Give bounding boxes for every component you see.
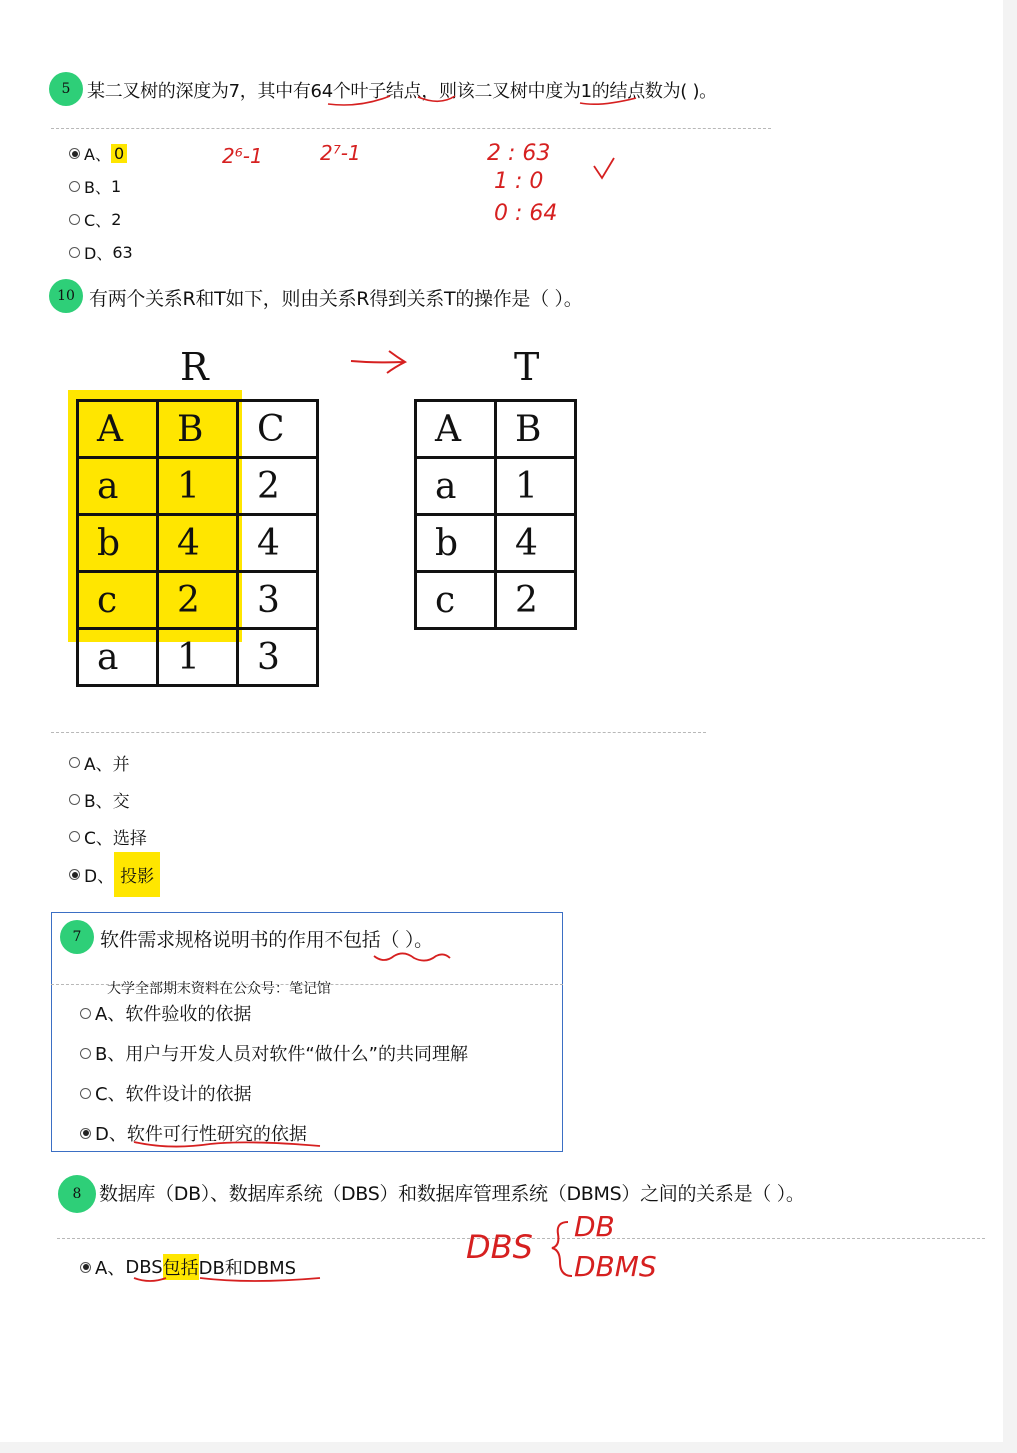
- table-row: [78, 572, 318, 629]
- divider: [57, 1238, 985, 1239]
- option-value: 0: [111, 144, 127, 163]
- table-cell: 1: [158, 458, 238, 515]
- radio-icon[interactable]: [69, 181, 80, 192]
- option-value-part: DB和DBMS: [198, 1258, 297, 1279]
- radio-selected-icon[interactable]: [80, 1128, 91, 1139]
- checkmark-icon: [594, 158, 614, 178]
- q5-handwritten-notes: [0, 0, 1003, 330]
- table-cell: 1: [158, 629, 238, 686]
- option-label: C、: [84, 829, 113, 849]
- option-value: 软件验收的依据: [125, 1004, 252, 1025]
- q5-option-b[interactable]: [69, 175, 121, 198]
- q5-option-c[interactable]: [69, 208, 121, 231]
- relation-t-table: [414, 399, 577, 630]
- question-7-number: 7: [72, 929, 82, 945]
- option-value: 63: [112, 243, 133, 262]
- option-value: 软件可行性研究的依据: [126, 1124, 307, 1145]
- table-cell: c: [78, 572, 158, 629]
- q5-option-a[interactable]: [69, 142, 127, 165]
- table-row: [78, 629, 318, 686]
- q5-option-d[interactable]: [69, 241, 133, 264]
- option-value: 1: [110, 177, 122, 196]
- option-value: 投影: [114, 852, 160, 897]
- divider: [51, 732, 706, 733]
- table-row: [78, 458, 318, 515]
- relation-r-table: [76, 399, 319, 687]
- note-degree-2: 2 : 63: [487, 141, 551, 166]
- q7-option-b[interactable]: [80, 1040, 468, 1066]
- option-label: B、: [84, 792, 113, 812]
- brace-icon: [552, 1222, 572, 1276]
- q8-handwritten-notes: [460, 1200, 690, 1290]
- radio-icon[interactable]: [80, 1088, 91, 1099]
- option-label: C、: [84, 211, 112, 230]
- q7-option-d[interactable]: [80, 1120, 307, 1146]
- table-cell: b: [416, 515, 496, 572]
- question-5-number: 5: [61, 81, 71, 97]
- table-cell: 1: [496, 458, 576, 515]
- note-2-pow-6-minus-1: 2⁶-1: [222, 144, 263, 168]
- table-cell: 2: [496, 572, 576, 629]
- question-10-text: 有两个关系R和T如下，则由关系R得到关系T的操作是（ ）。: [89, 288, 583, 310]
- radio-icon[interactable]: [69, 794, 80, 805]
- note-2-pow-7-minus-1: 2⁷-1: [320, 141, 361, 165]
- q10-option-a[interactable]: [69, 750, 130, 775]
- option-label: A、: [95, 1004, 126, 1025]
- table-cell: a: [78, 629, 158, 686]
- table-header: C: [238, 401, 318, 458]
- table-row: [416, 458, 576, 515]
- radio-selected-icon[interactable]: [69, 148, 80, 159]
- table-cell: 2: [238, 458, 318, 515]
- q7-option-a[interactable]: [80, 1000, 251, 1026]
- question-8-number: 8: [72, 1186, 82, 1202]
- option-value-part: DBS: [125, 1256, 163, 1278]
- radio-icon[interactable]: [80, 1008, 91, 1019]
- table-row: [416, 572, 576, 629]
- question-10-badge: [49, 279, 83, 313]
- relation-t-name: T: [514, 345, 540, 389]
- radio-icon[interactable]: [69, 214, 80, 225]
- question-8-badge: [58, 1175, 96, 1213]
- table-cell: 3: [238, 572, 318, 629]
- note-degree-1: 1 : 0: [494, 169, 544, 194]
- q10-option-c[interactable]: [69, 824, 147, 849]
- option-label: A、: [95, 1258, 126, 1279]
- q7-option-c[interactable]: [80, 1080, 252, 1106]
- note-db: DB: [574, 1210, 615, 1243]
- option-label: D、: [84, 867, 115, 887]
- relation-r-name: R: [180, 345, 209, 389]
- table-cell: a: [78, 458, 158, 515]
- table-cell: 4: [496, 515, 576, 572]
- question-8-text: 数据库（DB）、数据库系统（DBS）和数据库管理系统（DBMS）之间的关系是（ ）。: [99, 1183, 805, 1205]
- table-cell: 4: [158, 515, 238, 572]
- table-header: A: [78, 401, 158, 458]
- table-cell: c: [416, 572, 496, 629]
- option-label: D、: [84, 244, 113, 263]
- note-dbs: DBS: [466, 1228, 533, 1266]
- radio-selected-icon[interactable]: [69, 869, 80, 880]
- question-5-text: 某二叉树的深度为7，其中有64个叶子结点，则该二叉树中度为1的结点数为( )。: [87, 81, 717, 102]
- table-header: B: [496, 401, 576, 458]
- q8-option-a[interactable]: [80, 1254, 296, 1280]
- table-row: [78, 515, 318, 572]
- radio-icon[interactable]: [80, 1048, 91, 1059]
- option-value: 交: [112, 792, 130, 812]
- question-10-number: 10: [57, 288, 75, 304]
- table-cell: a: [416, 458, 496, 515]
- radio-icon[interactable]: [69, 247, 80, 258]
- radio-icon[interactable]: [69, 831, 80, 842]
- table-cell: 4: [238, 515, 318, 572]
- option-value: 软件设计的依据: [125, 1084, 252, 1105]
- divider: [51, 128, 771, 129]
- option-value: 2: [111, 210, 122, 229]
- table-cell: b: [78, 515, 158, 572]
- option-label: B、: [95, 1044, 126, 1065]
- table-header: B: [158, 401, 238, 458]
- question-7-badge: [60, 920, 94, 954]
- option-label: A、: [84, 145, 111, 164]
- radio-icon[interactable]: [69, 757, 80, 768]
- question-7-text: 软件需求规格说明书的作用不包括（ ）。: [100, 929, 433, 951]
- option-value: 选择: [112, 829, 147, 849]
- radio-selected-icon[interactable]: [80, 1262, 91, 1273]
- option-label: B、: [84, 178, 111, 197]
- note-degree-0: 0 : 64: [494, 201, 558, 226]
- watermark-text: 大学全部期末资料在公众号：笔记馆: [107, 981, 331, 997]
- question-5-badge: [49, 72, 83, 106]
- table-header: A: [416, 401, 496, 458]
- option-label: A、: [84, 755, 113, 775]
- option-value-highlight: 包括: [163, 1254, 199, 1280]
- table-cell: 3: [238, 629, 318, 686]
- arrow-right-icon: [345, 345, 415, 375]
- q10-option-d[interactable]: [69, 852, 160, 897]
- q10-option-b[interactable]: [69, 787, 130, 812]
- option-value: 并: [112, 755, 130, 775]
- option-value: 用户与开发人员对软件“做什么”的共同理解: [125, 1044, 469, 1065]
- table-cell: 2: [158, 572, 238, 629]
- option-label: D、: [95, 1124, 127, 1145]
- table-header-row: [416, 401, 576, 458]
- note-dbms: DBMS: [574, 1250, 657, 1283]
- option-label: C、: [95, 1084, 126, 1105]
- table-row: [416, 515, 576, 572]
- table-header-row: [78, 401, 318, 458]
